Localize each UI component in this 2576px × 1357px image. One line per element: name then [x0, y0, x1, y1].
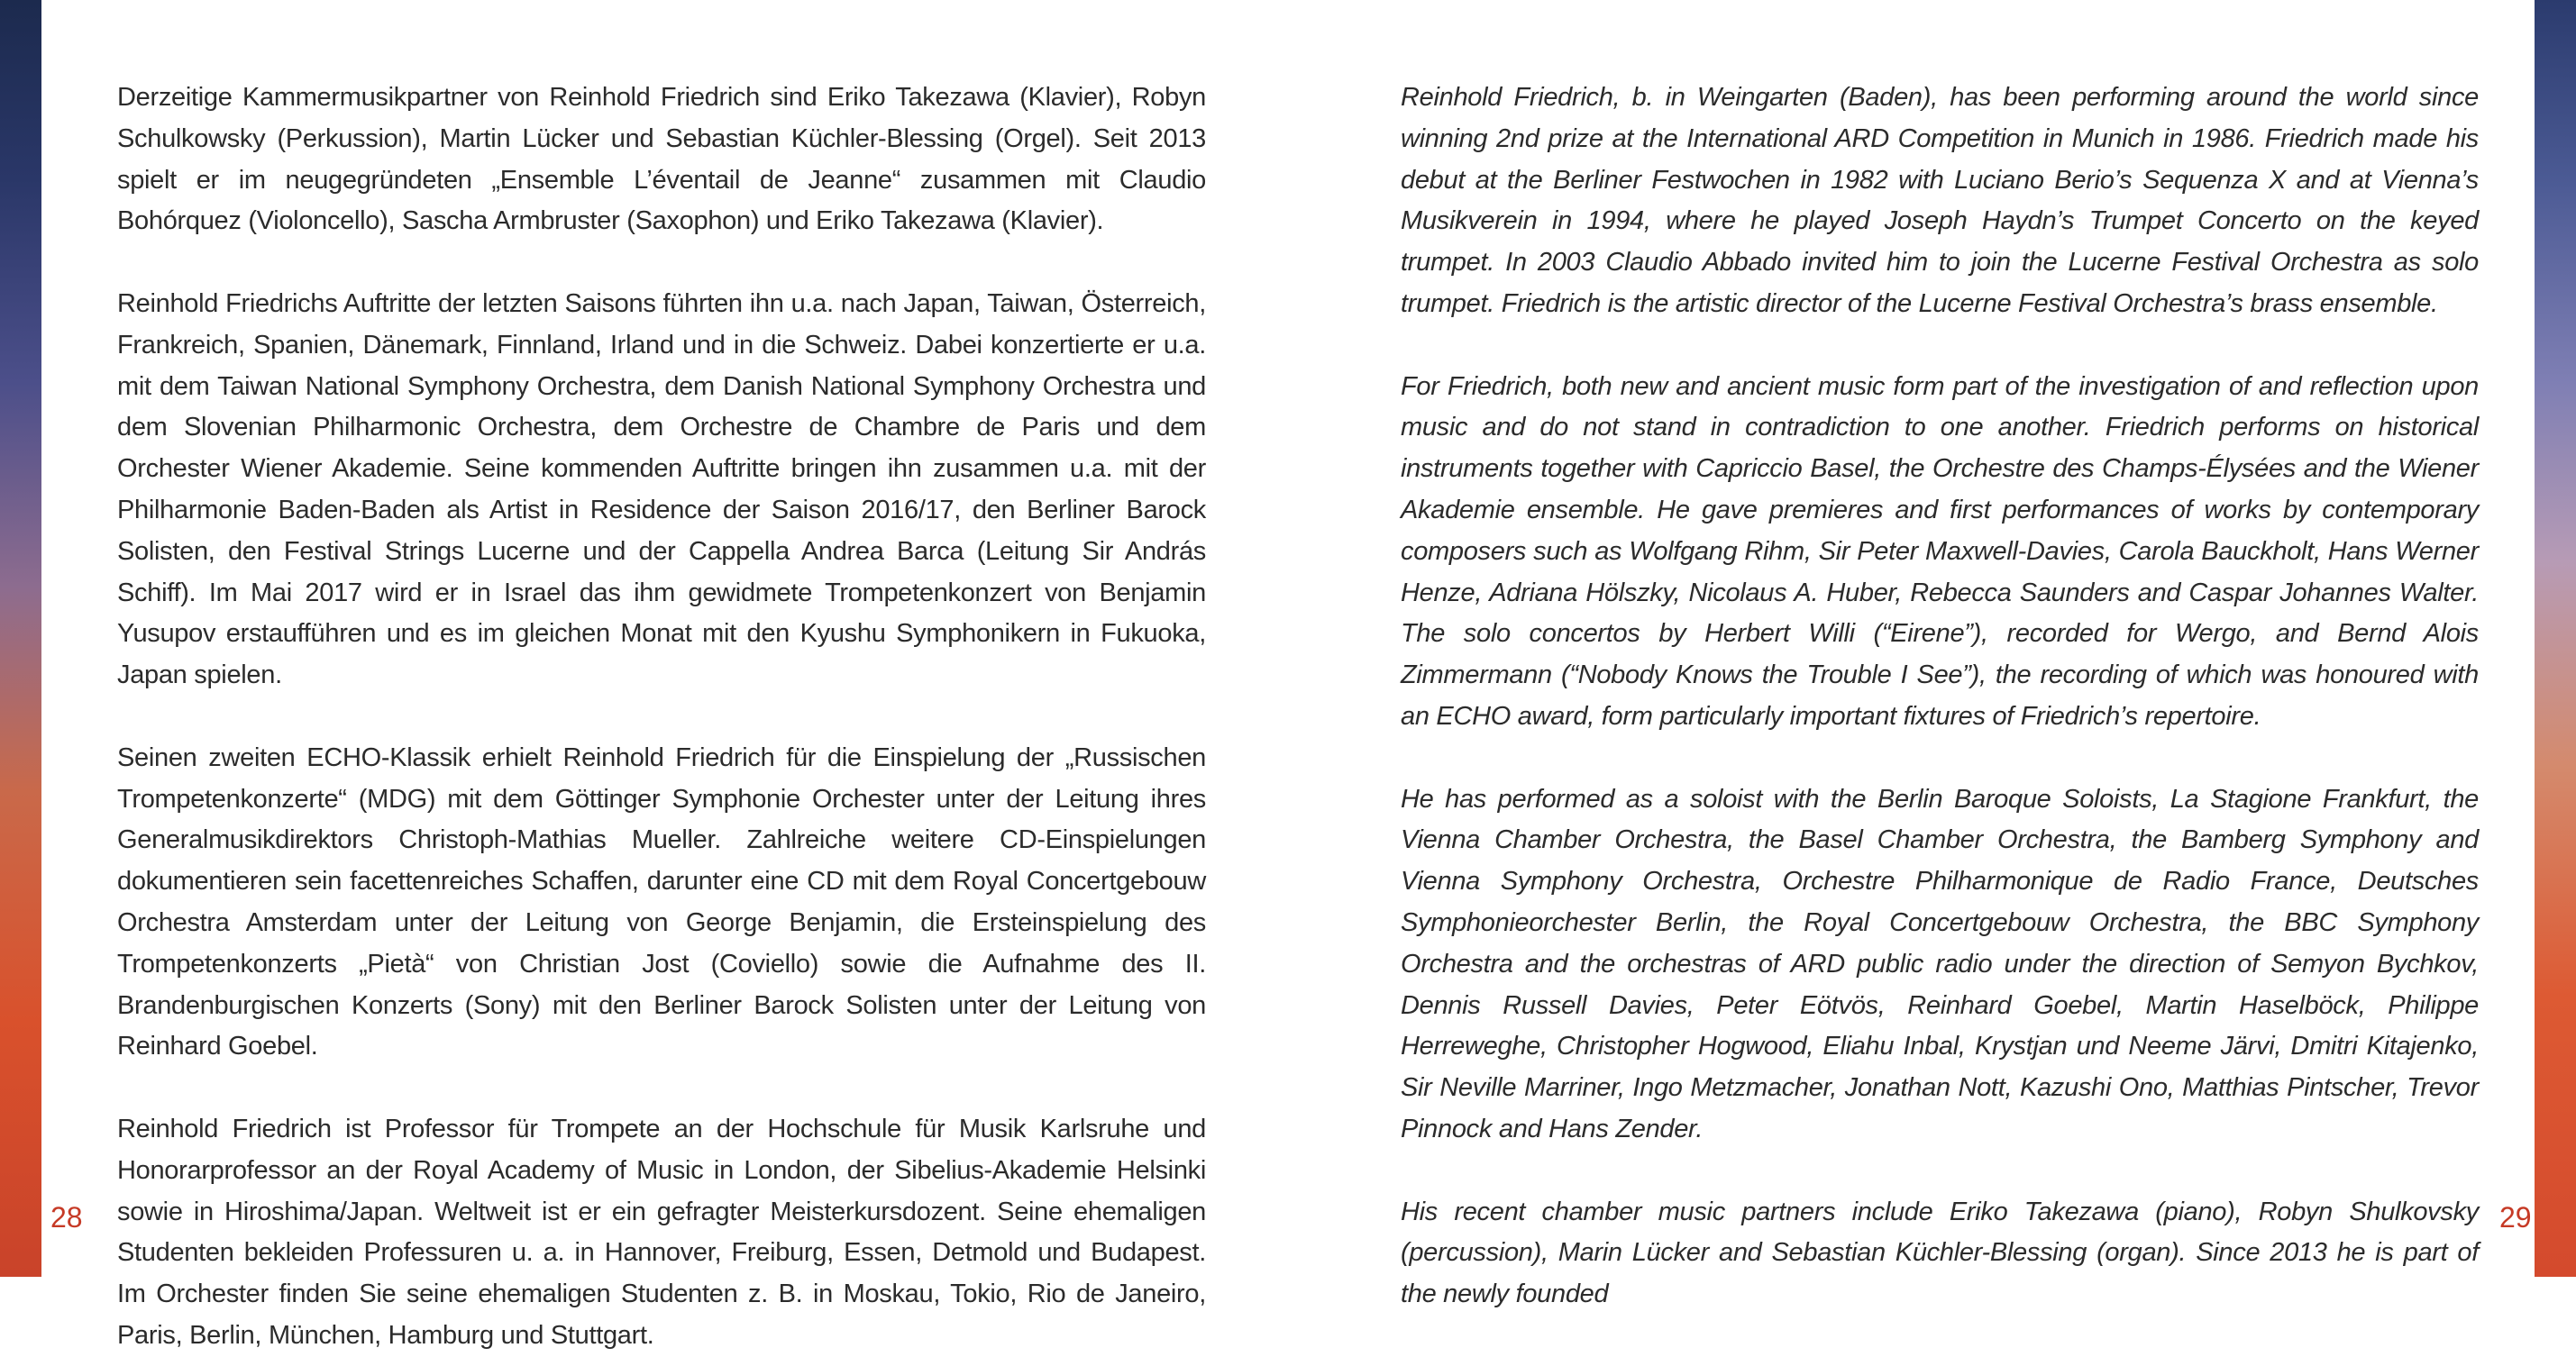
right-paragraph-3: He has performed as a soloist with the Berlin Baroque Soloists, La Stagione Frankfurt, the Vienna Chamber Orchestra, the Basel Chamber Orchestra, the Bamberg Symphony and Vienna Symphony Orchestra, Orchestre Philharmonique de Radio France, Deutsches Symphonieorchester Berlin, the Royal Concertgebouw Orchestra, the BBC Symphony Orchestra and the orchestras of ARD public radio under the direction of Semyon Bychkov, Dennis Russell Davies, Peter Eötvös, Reinhard Goebel, Martin Haselböck, Philippe Herreweghe, Christopher Hogwood, Eliahu Inbal, Krystjan und Neeme Järvi, Dmitri Kitajenko, Sir Neville Marriner, Ingo Metzmacher, Jonathan Nott, Kazushi Ono, Matthias Pintscher, Trevor Pinnock and Hans Zender. — [1401, 784, 2479, 1143]
right-page-text — [1401, 77, 2479, 1316]
right-paragraph-4: His recent chamber music partners include Eriko Takezawa (piano), Robyn Shulkovsky (percussion), Marin Lücker and Sebastian Küchler-Blessing (organ). Since 2013 he is part of the newly founded — [1401, 1197, 2479, 1309]
left-paragraph-3: Seinen zweiten ECHO-Klassik erhielt Reinhold Friedrich für die Einspielung der „Russischen Trompetenkonzerte“ (MDG) mit dem Göttinger Symphonie Orchester unter der Leitung ihres Generalmusikdirektors Christoph-Mathias Mueller. Zahlreiche weitere CD-Einspielungen dokumentieren sein facettenreiches Schaffen, darunter eine CD mit dem Royal Concertgebouw Orchestra Amsterdam unter der Leitung von George Benjamin, die Ersteinspielung des Trompetenkonzerts „Pietà“ von Christian Jost (Coviello) sowie die Aufnahme des II. Brandenburgischen Konzerts (Sony) mit den Berliner Barock Solisten unter der Leitung von Reinhard Goebel. — [117, 742, 1206, 1061]
left-edge-artwork — [0, 0, 41, 1277]
right-paragraph-1: Reinhold Friedrich, b. in Weingarten (Baden), has been performing around the world since winning 2nd prize at the International ARD Competition in Munich in 1986. Friedrich made his debut at the Berliner Festwochen in 1982 with Luciano Berio’s Sequenza X and at Vienna’s Musikverein in 1994, where he played Joseph Haydn’s Trumpet Concerto on the keyed trumpet. In 2003 Claudio Abbado invited him to join the Lucerne Festival Orchestra as solo trumpet. Friedrich is the artistic director of the Lucerne Festival Orchestra’s brass ensemble. — [1401, 83, 2479, 318]
right-edge-artwork — [2535, 0, 2576, 1277]
left-page-number: 28 — [50, 1201, 83, 1234]
right-paragraph-2: For Friedrich, both new and ancient music form part of the investigation of and reflection upon music and do not stand in contradiction to one another. Friedrich performs on historical instruments together with Capriccio Basel, the Orchestre des Champs-Élysées and the Wiener Akademie ensemble. He gave premieres and first performances of works by contemporary composers such as Wolfgang Rihm, Sir Peter Maxwell-Davies, Carola Bauckholt, Hans Werner Henze, Adriana Hölszky, Nicolaus A. Huber, Rebecca Saunders and Caspar Johannes Walter. The solo concertos by Herbert Willi (“Eirene”), recorded for Wergo, and Bernd Alois Zimmermann (“Nobody Knows the Trouble I See”), the recording of which was honoured with an ECHO award, form particularly important fixtures of Friedrich’s repertoire. — [1401, 371, 2479, 731]
right-page-number: 29 — [2499, 1201, 2532, 1234]
left-page-text — [117, 77, 1206, 1357]
left-paragraph-2: Reinhold Friedrichs Auftritte der letzten Saisons führten ihn u.a. nach Japan, Taiwan, Österreich, Frankreich, Spanien, Dänemark, Finnland, Irland und in die Schweiz. Dabei konzertierte er u.a. mit dem Taiwan National Symphony Orchestra, dem Danish National Symphony Orchestra und dem Slovenian Philharmonic Orchestra, dem Orchestre de Chambre de Paris und dem Orchester Wiener Akademie. Seine kommenden Auftritte bringen ihn zusammen u.a. mit der Philharmonie Baden-Baden als Artist in Residence der Saison 2016/17, den Berliner Barock Solisten, den Festival Strings Lucerne und der Cappella Andrea Barca (Leitung Sir András Schiff). Im Mai 2017 wird er in Israel das ihm gewidmete Trompetenkonzert von Benjamin Yusupov erstaufführen und es im gleichen Monat mit den Kyushu Symphonikern in Fukuoka, Japan spielen. — [117, 288, 1206, 690]
left-paragraph-4: Reinhold Friedrich ist Professor für Trompete an der Hochschule für Musik Karlsruhe und Honorarprofessor an der Royal Academy of Music in London, der Sibelius-Akademie Helsinki sowie in Hiroshima/Japan. Weltweit ist er ein gefragter Meisterkursdozent. Seine ehemaligen Studenten bekleiden Professuren u. a. in Hannover, Freiburg, Essen, Detmold und Budapest. Im Orchester finden Sie seine ehemaligen Studenten z. B. in Moskau, Tokio, Rio de Janeiro, Paris, Berlin, München, Hamburg und Stuttgart. — [117, 1114, 1206, 1350]
left-paragraph-1: Derzeitige Kammermusikpartner von Reinhold Friedrich sind Eriko Takezawa (Klavier), Robyn Schulkowsky (Perkussion), Martin Lücker und Sebastian Küchler-Blessing (Orgel). Seit 2013 spielt er im neugegründeten „Ensemble L’éventail de Jeanne“ zusammen mit Claudio Bohórquez (Violoncello), Sascha Armbruster (Saxophon) und Eriko Takezawa (Klavier). — [117, 83, 1206, 236]
